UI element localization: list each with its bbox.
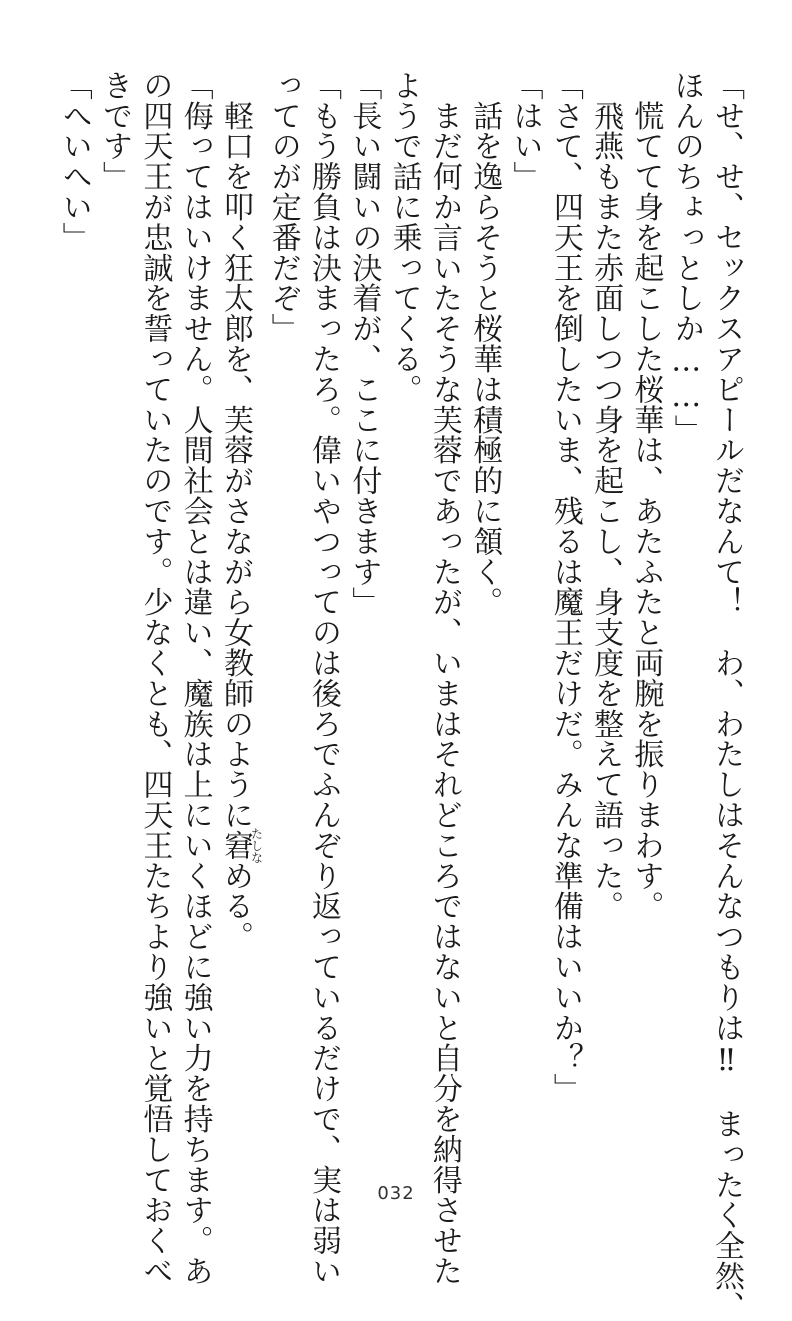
text-line-4: 飛燕もまた赤面しつつ身を起こし、身支度を整えて語った。 <box>588 70 624 922</box>
page-number: 032 <box>377 1183 415 1204</box>
text-line-13-before-ruby: 軽口を叩く狂太郎を、芙蓉がさながら女教師のように <box>217 70 253 830</box>
text-line-9: ようで話に乗ってくる。 <box>386 70 422 405</box>
text-line-6: 「はい」 <box>507 70 543 192</box>
text-line-5: 「さて、四天王を倒したいま、残るは魔王だけだ。みんな準備はいいか？」 <box>547 70 583 1104</box>
text-line-10: 「長い闘いの決着が、ここに付きます」 <box>346 70 382 618</box>
ruby-base: 窘 <box>217 827 253 864</box>
text-line-3: 慌てて身を起こした桜華は、あたふたと両腕を振りまわす。 <box>628 70 664 922</box>
text-line-1: 「せ、せ、セックスアピールだなんて！ わ、わたしはそんなつもりは‼ まったく全然、 <box>709 70 744 1321</box>
text-line-11: 「もう勝負は決まったろ。偉いやつってのは後ろでふんぞり返っているだけで、実は弱い <box>306 70 342 1286</box>
text-line-8: まだ何か言いたそうな芙蓉であったが、いまはそれどころではないと自分を納得させた <box>426 70 462 1286</box>
text-line-2: ほんのちょっとしか……」 <box>668 70 704 445</box>
text-line-13 <box>215 70 263 1170</box>
text-line-14: 「侮ってはいけません。人間社会とは違い、魔族は上にいくほどに強い力を持ちます。あ <box>177 70 213 1286</box>
text-line-15: の四天王が忠誠を誓っていたのです。少なくとも、四天王たちより強いと覚悟しておくべ <box>137 70 173 1286</box>
ruby-annotation <box>217 827 264 864</box>
text-line-16: きです」 <box>97 70 133 192</box>
text-line-12: ってのが定番だぞ」 <box>265 70 301 344</box>
text-line-7: 話を逸らそうと桜華は積極的に頷く。 <box>467 70 503 618</box>
text-line-13-after-ruby: める。 <box>217 860 253 952</box>
text-line-17: 「へいへい」 <box>56 70 92 253</box>
ruby-reading: たしな <box>249 827 264 864</box>
